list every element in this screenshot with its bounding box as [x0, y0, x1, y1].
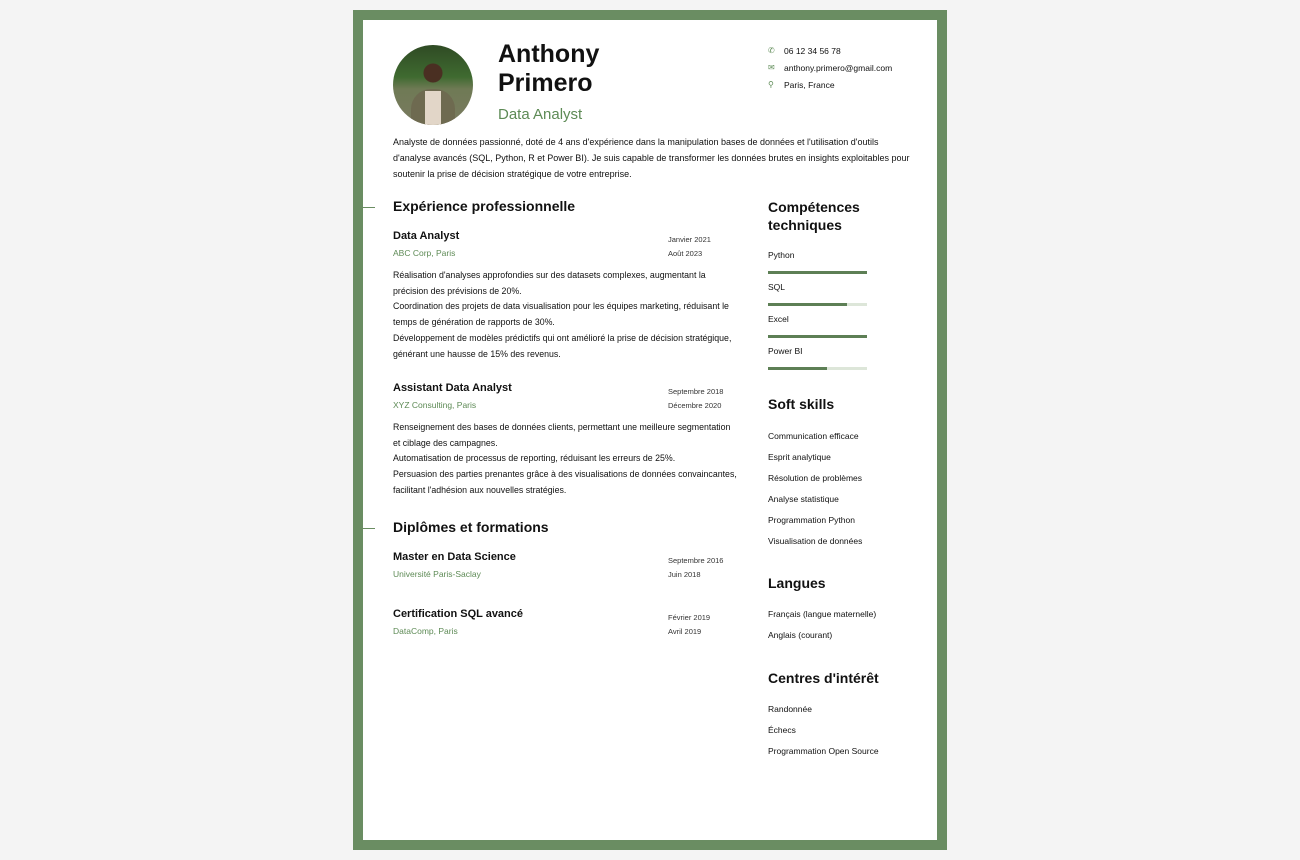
- education-start: Février 2019: [668, 613, 711, 622]
- skill-level-fill: [768, 335, 867, 338]
- skill-level-bar: [768, 367, 867, 370]
- education-end: Juin 2018: [668, 570, 701, 579]
- school: DataComp, Paris: [393, 626, 458, 636]
- soft-skill-item: Visualisation de données: [768, 536, 863, 546]
- soft-skill-item: Programmation Python: [768, 515, 855, 525]
- job-bullet: Automatisation de processus de reporting, réduisant les erreurs de 25%.: [393, 453, 676, 464]
- job-bullet: Coordination des projets de data visualisation pour les équipes marketing, réduisant le temps de génération de rapports de 30%.: [393, 301, 729, 328]
- interests-heading: Centres d'intérêt: [768, 670, 879, 686]
- last-name: Primero: [498, 69, 593, 97]
- skill-level-bar: [768, 303, 867, 306]
- interest-item: Randonnée: [768, 704, 812, 714]
- resume-page: [363, 20, 937, 840]
- job-title: Data Analyst: [498, 106, 583, 123]
- email-text: anthony.primero@gmail.com: [784, 62, 893, 73]
- skills-list: [768, 250, 918, 378]
- skills-heading: Compétences techniques: [768, 199, 860, 233]
- first-name: Anthony: [498, 40, 600, 68]
- soft-skills-list: [768, 431, 918, 557]
- phone-icon: ✆: [768, 46, 775, 55]
- soft-skills-heading: Soft skills: [768, 396, 835, 412]
- experience-heading: Expérience professionnelle: [393, 198, 576, 214]
- languages-heading: Langues: [768, 575, 826, 591]
- contact-info: [768, 42, 892, 93]
- skill-name: Power BI: [768, 346, 803, 356]
- school: Université Paris-Saclay: [393, 569, 481, 579]
- degree: Master en Data Science: [393, 551, 516, 563]
- job-company: ABC Corp, Paris: [393, 248, 456, 258]
- skill-level-fill: [768, 303, 847, 306]
- job-role: Data Analyst: [393, 230, 460, 242]
- job-bullet: Renseignement des bases de données clients, permettant une meilleure segmentation et ciblage des campagnes.: [393, 422, 731, 448]
- contact-email: [768, 59, 892, 76]
- job-entry: [393, 230, 738, 362]
- skill-name: Excel: [768, 314, 789, 324]
- job-dates: [668, 385, 723, 413]
- skill-name: SQL: [768, 282, 786, 292]
- education-entry: [393, 608, 738, 636]
- job-start: Septembre 2018: [668, 387, 724, 396]
- education-heading: Diplômes et formations: [393, 519, 549, 535]
- contact-phone: [768, 42, 892, 59]
- job-description: [393, 268, 738, 362]
- section-divider: [363, 207, 375, 208]
- education-entry: [393, 551, 738, 579]
- full-name: [498, 40, 599, 98]
- skill-level-fill: [768, 367, 827, 370]
- soft-skill-item: Résolution de problèmes: [768, 473, 863, 483]
- job-description: [393, 420, 738, 499]
- interest-item: Programmation Open Source: [768, 746, 879, 756]
- language-item: Anglais (courant): [768, 630, 833, 640]
- location-pin-icon: ⚲: [768, 80, 774, 89]
- skill-level-bar: [768, 335, 867, 338]
- job-dates: [668, 233, 711, 261]
- skill-name: Python: [768, 250, 795, 260]
- education-end: Avril 2019: [668, 627, 702, 636]
- soft-skill-item: Analyse statistique: [768, 494, 839, 504]
- phone-text: 06 12 34 56 78: [784, 45, 841, 56]
- education-dates: [668, 611, 710, 639]
- location-text: Paris, France: [784, 79, 835, 90]
- languages-list: [768, 609, 918, 651]
- degree: Certification SQL avancé: [393, 608, 524, 620]
- soft-skill-item: Esprit analytique: [768, 452, 831, 462]
- job-bullet: Persuasion des parties prenantes grâce à des visualisations de données convaincantes, facilitant l'adhésion aux nouvelles stratégies.: [393, 469, 737, 495]
- education-start: Septembre 2016: [668, 556, 724, 565]
- job-end: Août 2023: [668, 249, 703, 258]
- language-item: Français (langue maternelle): [768, 609, 877, 619]
- job-start: Janvier 2021: [668, 235, 711, 244]
- skill-item: [768, 250, 918, 282]
- profile-photo: [393, 45, 473, 125]
- job-end: Décembre 2020: [668, 401, 722, 410]
- job-bullet: Réalisation d'analyses approfondies sur des datasets complexes, augmentant la précision des prévisions de 20%.: [393, 270, 706, 296]
- skill-level-bar: [768, 271, 867, 274]
- skill-level-fill: [768, 271, 867, 274]
- job-company: XYZ Consulting, Paris: [393, 400, 477, 410]
- summary: Analyste de données passionné, doté de 4 ans d'expérience dans la manipulation bases de données et l'utilisation d'outils d'analyse avancés (SQL, Python, R et Power BI). Je suis capable de transformer les données brutes en insights exploitables pour soutenir la prise de décision stratégique de votre entreprise.: [393, 137, 910, 179]
- soft-skill-item: Communication efficace: [768, 431, 859, 441]
- job-bullet: Développement de modèles prédictifs qui ont amélioré la prise de décision stratégique, générant une hausse de 15% des revenus.: [393, 332, 732, 359]
- job-entry: [393, 382, 738, 499]
- section-divider: [363, 528, 375, 529]
- skill-item: [768, 282, 918, 314]
- interest-item: Échecs: [768, 725, 796, 735]
- job-role: Assistant Data Analyst: [393, 382, 512, 394]
- skill-item: [768, 314, 918, 346]
- interests-list: [768, 704, 918, 767]
- skill-item: [768, 346, 918, 378]
- education-dates: [668, 554, 723, 582]
- contact-location: [768, 76, 892, 93]
- mail-icon: ✉: [768, 63, 775, 72]
